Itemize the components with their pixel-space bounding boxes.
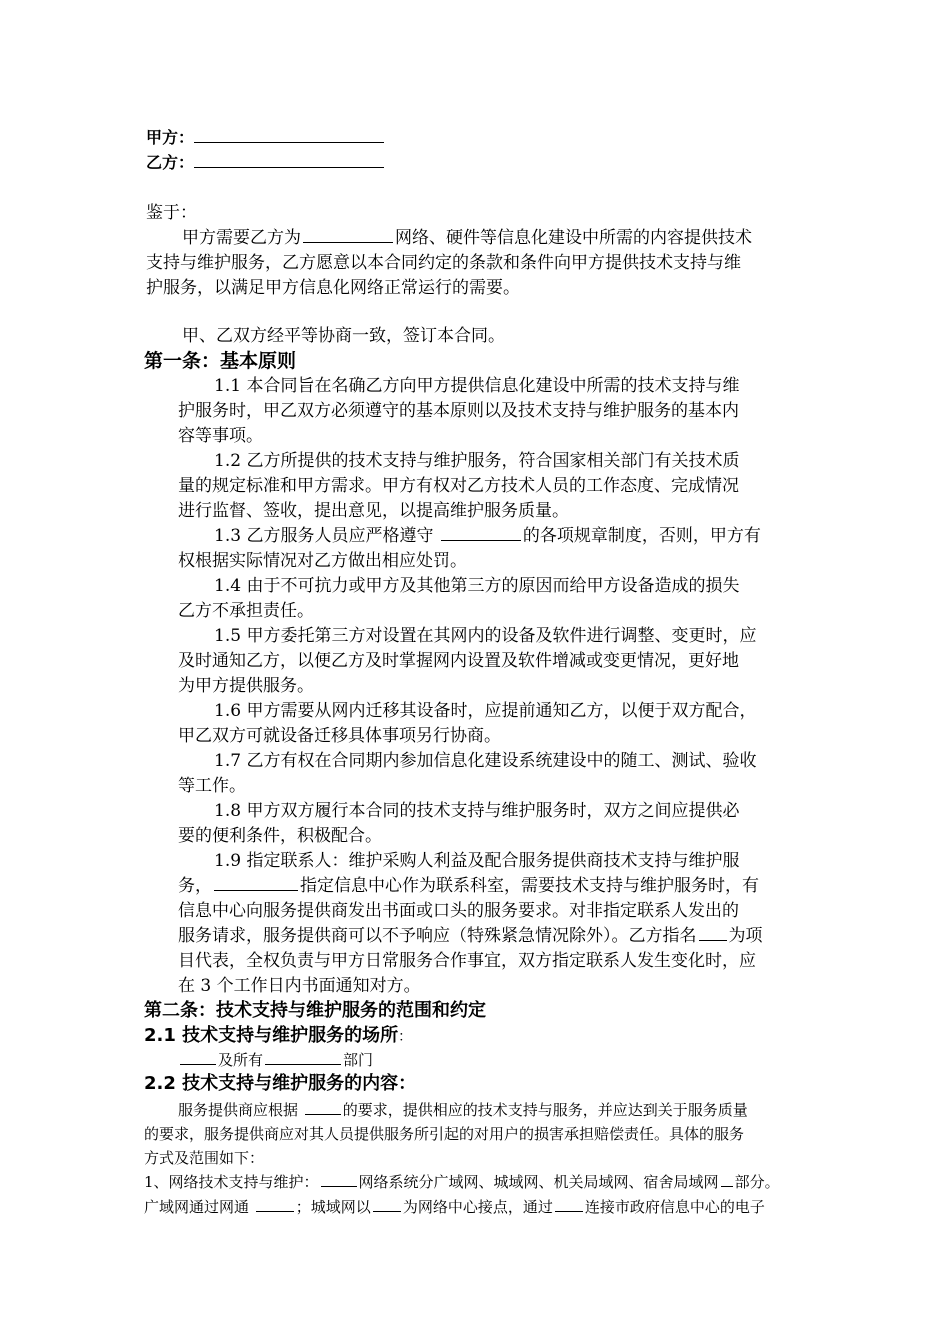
blank-field [555,1196,583,1212]
blank-field [265,1049,341,1065]
blank-field [256,1196,294,1212]
blank-field [305,1099,341,1115]
article-2-title: 第二条：技术支持与维护服务的范围和约定 [144,1000,486,1021]
clause-1-5-cont: 及时通知乙方，以便乙方及时掌握网内设置及软件增减或变更情况，更好地 [178,651,739,671]
clause-text: 指定信息中心作为联系科室，需要技术支持与维护服务时，有 [300,876,759,896]
clause-1-5-cont: 为甲方提供服务。 [178,676,314,696]
blank-field [441,525,521,541]
location-text: 及所有 [218,1051,264,1069]
preamble-agreement: 甲、乙双方经平等协商一致，签订本合同。 [182,326,505,346]
blank-field [303,227,393,243]
clause-1-2-cont: 量的规定标准和甲方需求。甲方有权对乙方技术人员的工作态度、完成情况 [178,476,739,496]
clause-1-4: 1.4 由于不可抗力或甲方及其他第三方的原因而给甲方设备造成的损失 [214,576,740,596]
party-a-line [146,126,384,150]
clause-1-9-cont: 信息中心向服务提供商发出书面或口头的服务要求。对非指定联系人发出的 [178,901,739,921]
clause-1-9-cont: 在 3 个工作日内书面通知对方。 [178,976,421,996]
clause-1-6: 1.6 甲方需要从网内迁移其设备时，应提前通知乙方，以便于双方配合， [214,701,757,721]
section-colon: ： [398,1029,413,1045]
item-text: 为网络中心接点，通过 [402,1198,553,1216]
blank-field [214,875,298,891]
clause-1-1-cont: 护服务时，甲乙双方必须遵守的基本原则以及技术支持与维护服务的基本内 [178,401,739,421]
party-a-blank [194,126,384,143]
clause-1-2-cont: 进行监督、签收，提出意见，以提高维护服务质量。 [178,501,569,521]
clause-1-1-cont: 容等事项。 [178,426,263,446]
section-2-2-line-1 [178,1098,748,1122]
clause-1-6-cont: 甲乙双方可就设备迁移具体事项另行协商。 [178,726,501,746]
section-title-text: 2.1 技术支持与维护服务的场所 [144,1025,399,1046]
item-text: 广域网通过网通 [144,1198,250,1216]
preamble-line-1 [182,226,752,250]
party-b-label: 乙方： [146,153,195,172]
section-2-1-title [144,1024,412,1049]
party-b-blank [194,151,384,168]
item-text: 连接市政府信息中心的电子 [584,1198,765,1216]
clause-text: 务， [178,876,212,896]
clause-1-7: 1.7 乙方有权在合同期内参加信息化建设系统建设中的随工、测试、验收 [214,751,757,771]
whereas-label: 鉴于： [146,203,197,223]
clause-1-1: 1.1 本合同旨在名确乙方向甲方提供信息化建设中所需的技术支持与维 [214,376,740,396]
item-text: ；城域网以 [295,1198,371,1216]
preamble-line-2: 支持与维护服务，乙方愿意以本合同约定的条款和条件向甲方提供技术支持与维 [146,253,741,273]
location-text: 部门 [343,1051,374,1069]
preamble-text: 甲方需要乙方为 [182,228,301,248]
preamble-text: 网络、硬件等信息化建设中所需的内容提供技术 [395,228,752,248]
clause-1-4-cont: 乙方不承担责任。 [178,601,314,621]
blank-field [321,1171,357,1187]
section-text: 服务提供商应根据 [178,1101,299,1119]
clause-1-8: 1.8 甲方双方履行本合同的技术支持与维护服务时，双方之间应提供必 [214,801,740,821]
clause-1-7-cont: 等工作。 [178,776,246,796]
clause-1-9-cont: 目代表，全权负责与甲方日常服务合作事宜，双方指定联系人发生变化时，应 [178,951,756,971]
blank-field [699,925,727,941]
clause-text: 1.3 乙方服务人员应严格遵守 [214,526,434,546]
clause-text: 服务请求，服务提供商可以不予响应（特殊紧急情况除外）。乙方指名 [178,926,697,946]
blank-field [373,1196,401,1212]
party-a-label: 甲方： [146,128,195,147]
section-2-2-line-3: 方式及范围如下： [144,1149,265,1167]
section-text: 的要求，提供相应的技术支持与服务，并应达到关于服务质量 [342,1101,748,1119]
article-1-title: 第一条：基本原则 [144,350,297,372]
clause-1-9-cont [178,924,763,948]
item-text: 网络系统分广域网、城域网、机关局域网、宿舍局域网 [358,1173,719,1191]
section-2-2-line-2: 的要求，服务提供商应对其人员提供服务所引起的对用户的损害承担赔偿责任。具体的服务 [144,1125,745,1143]
preamble-line-3: 护服务，以满足甲方信息化网络正常运行的需要。 [146,278,520,298]
clause-text: 为项 [728,926,763,946]
item-1-line-2 [144,1195,765,1219]
section-2-2-title: 2.2 技术支持与维护服务的内容： [144,1073,417,1094]
clause-1-9: 1.9 指定联系人：维护采购人利益及配合服务提供商技术支持与维护服 [214,851,740,871]
clause-1-8-cont: 要的便利条件，积极配合。 [178,826,382,846]
clause-1-2: 1.2 乙方所提供的技术支持与维护服务，符合国家相关部门有关技术质 [214,451,740,471]
clause-1-5: 1.5 甲方委托第三方对设置在其网内的设备及软件进行调整、变更时，应 [214,626,757,646]
item-1-line-1 [144,1170,780,1194]
clause-1-9-cont [178,874,759,898]
blank-field [721,1171,733,1187]
section-2-1-location [178,1048,373,1072]
item-text: 1、网络技术支持与维护： [144,1173,319,1191]
clause-1-3-cont: 权根据实际情况对乙方做出相应处罚。 [178,551,467,571]
party-b-line [146,151,384,175]
item-text: 部分。 [734,1173,780,1191]
clause-1-3 [214,524,761,548]
clause-text: 的各项规章制度，否则，甲方有 [522,526,761,546]
blank-field [180,1049,216,1065]
